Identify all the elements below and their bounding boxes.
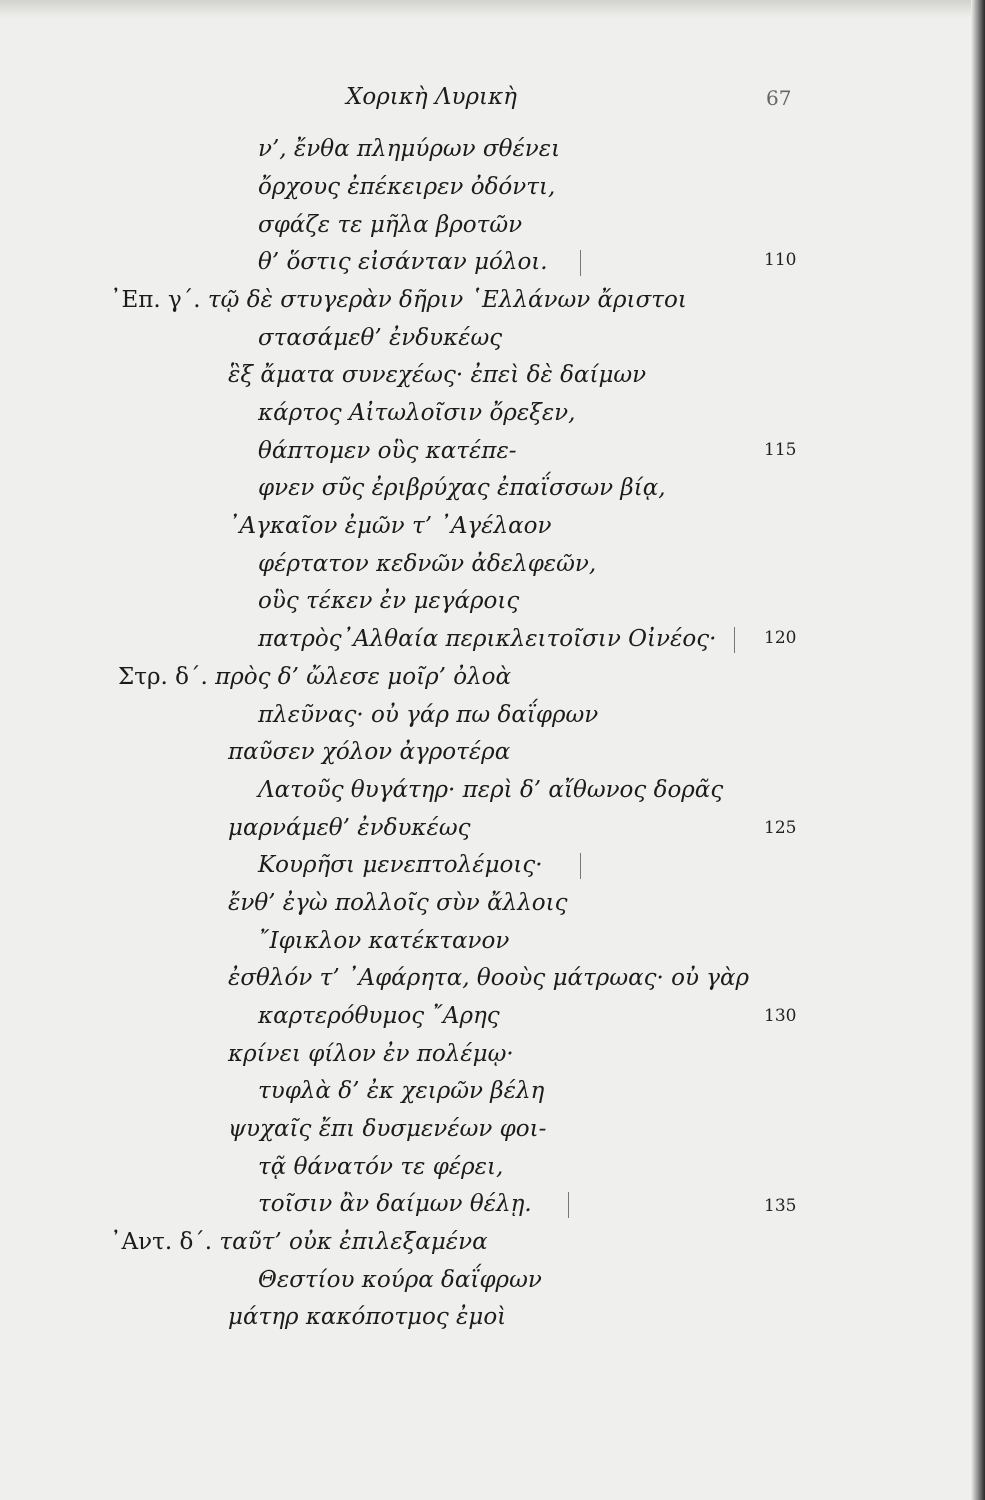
verse-line: κρίνει φίλον ἐν πολέμῳ· (228, 1041, 514, 1067)
verse-line: κάρτος Αἰτωλοῖσιν ὄρεξεν, (258, 400, 576, 426)
verse-line: οὓς τέκεν ἐν μεγάροις (258, 588, 520, 614)
verse-line: θάπτομεν οὓς κατέπε- (258, 438, 517, 464)
strophe-label: ᾿Αντ. δ΄. (110, 1229, 213, 1255)
verse-line: Λατοῦς θυγάτηρ· περὶ δ’ αἴθωνος δορᾶς (258, 777, 724, 803)
strophe-line (110, 1227, 488, 1257)
verse-line: ν’, ἔνθα πλημύρων σθένει (258, 136, 561, 162)
verse-line: ψυχαῖς ἔπι δυσμενέων φοι- (228, 1116, 547, 1142)
line-number: 120 (764, 628, 797, 648)
line-number: 135 (764, 1196, 797, 1216)
line-number: 110 (764, 250, 797, 270)
verse-line: τᾷ θάνατόν τε φέρει, (258, 1154, 504, 1180)
verse-text: τῷ δὲ στυγερὰν δῆριν ῾Ελλάνων ἄριστοι (207, 287, 687, 313)
verse-line: θ’ ὅστις εἰσάνταν μόλοι. (258, 249, 548, 275)
strophe-line (118, 662, 511, 692)
verse-line: τοῖσιν ἂν δαίμων θέλῃ. (258, 1191, 532, 1217)
verse-line: Κουρῆσι μενεπτολέμοις· (258, 852, 543, 878)
verse-line: ῎Ιφικλον κατέκτανον (258, 928, 510, 954)
strophe-end-bar (580, 853, 581, 879)
verse-line: πατρὸς᾿Αλθαία περικλειτοῖσιν Οἰνέος· (258, 626, 717, 652)
verse-text: πρὸς δ’ ὤλεσε μοῖρ’ ὀλοὰ (215, 664, 512, 690)
verse-line: ὄρχους ἐπέκειρεν ὀδόντι, (258, 174, 556, 200)
verse-line: ἐσθλόν τ’ ᾿Αφάρητα, θοοὺς μάτρωας· οὐ γὰρ (228, 965, 750, 991)
page-top-shadow (0, 0, 985, 18)
verse-line: τυφλὰ δ’ ἐκ χειρῶν βέλη (258, 1078, 545, 1104)
page-right-shadow (971, 0, 985, 1500)
verse-line: φνεν σῦς ἐριβρύχας ἐπαΐσσων βίᾳ, (258, 475, 666, 501)
verse-line: σφάζε τε μῆλα βροτῶν (258, 212, 523, 238)
strophe-end-bar (580, 250, 581, 276)
verse-line: ᾿Αγκαῖον ἐμῶν τ’ ᾿Αγέλαον (228, 513, 552, 539)
verse-line: φέρτατον κεδνῶν ἀδελφεῶν, (258, 551, 597, 577)
verse-line: μαρνάμεθ’ ἐνδυκέως (228, 815, 471, 841)
strophe-label: ᾿Επ. γ΄. (110, 287, 201, 313)
strophe-line (110, 285, 687, 315)
strophe-end-bar (568, 1192, 569, 1218)
strophe-label: Στρ. δ΄. (118, 664, 208, 690)
verse-line: πλευ̃νας· οὐ γάρ πω δαΐφρων (258, 702, 599, 728)
verse-text: ταῦτ’ οὐκ ἐπιλεξαμένα (219, 1229, 488, 1255)
line-number: 115 (764, 440, 797, 460)
verse-line: μάτηρ κακόποτμος ἐμοὶ (228, 1304, 507, 1330)
verse-line: στασάμεθ’ ἐνδυκέως (258, 325, 503, 351)
verse-line: ἔνθ’ ἐγὼ πολλοῖς σὺν ἄλλοις (228, 890, 568, 916)
verse-line: Θεστίου κούρα δαΐφρων (258, 1267, 542, 1293)
strophe-end-bar (734, 627, 735, 653)
verse-line: παῦσεν χόλον ἀγροτέρα (228, 739, 511, 765)
verse-line: ἓξ ἄματα συνεχέως· ἐπεὶ δὲ δαίμων (228, 362, 647, 388)
line-number: 130 (764, 1006, 797, 1026)
verse-line: καρτερόθυμος ῎Αρης (258, 1003, 500, 1029)
line-number: 125 (764, 818, 797, 838)
page-number: 67 (766, 86, 792, 110)
running-header-title: Χορικὴ Λυρικὴ (346, 84, 517, 110)
